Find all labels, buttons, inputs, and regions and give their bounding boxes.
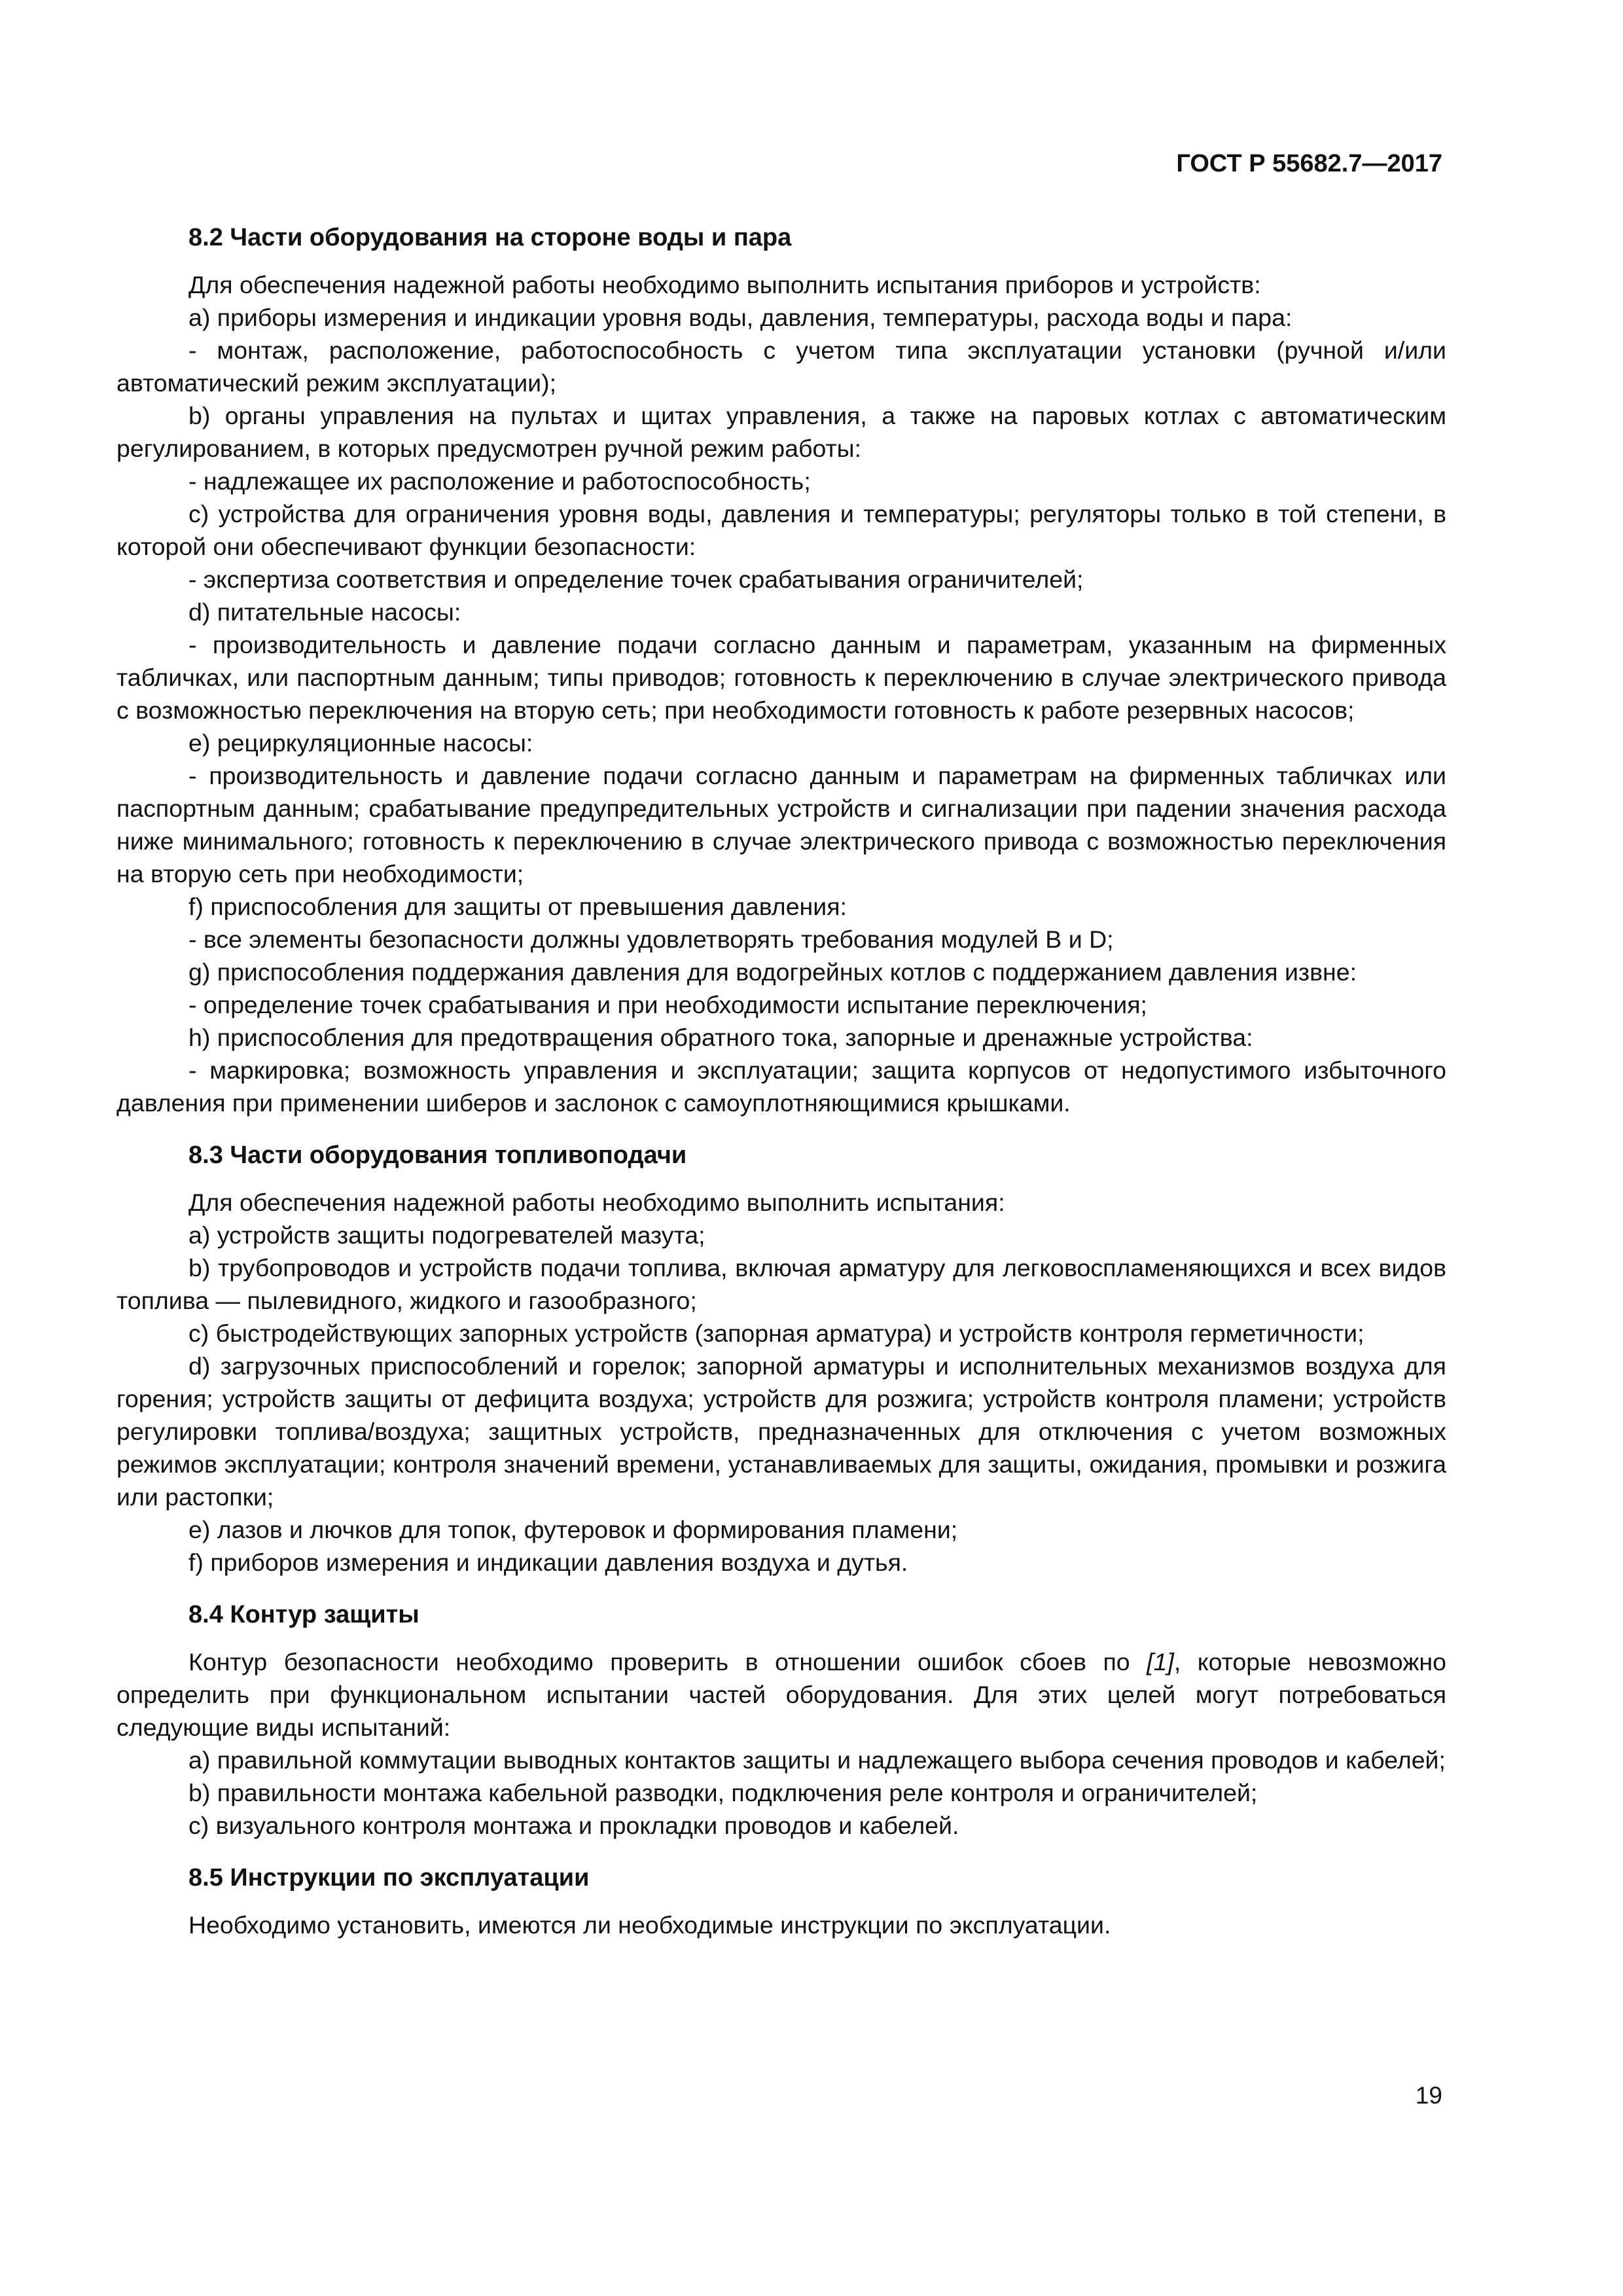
list-item: а) правильной коммутации выводных контактов защиты и надлежащего выбора сечения проводов и кабелей; xyxy=(188,1746,1446,1774)
section-8-4 xyxy=(116,1598,1446,1842)
document-body xyxy=(116,221,1446,1941)
list-item: d) питательные насосы: xyxy=(188,598,461,626)
section-title: 8.2 Части оборудования на стороне воды и пара xyxy=(188,224,792,251)
section-title: 8.3 Части оборудования топливоподачи xyxy=(188,1141,687,1169)
section-title: 8.5 Инструкции по эксплуатации xyxy=(188,1864,590,1892)
list-item: а) устройств защиты подогревателей мазута; xyxy=(188,1221,705,1249)
list-subitem: - все элементы безопасности должны удовлетворять требования модулей В и D; xyxy=(188,925,1114,953)
list-subitem: - монтаж, расположение, работоспособность с учетом типа эксплуатации установки (ручной и/или автоматический режим эксплуатации); xyxy=(116,336,1446,397)
list-item: b) трубопроводов и устройств подачи топлива, включая арматуру для легковоспламеняющихся и всех видов топлива — пылевидного, жидкого и газообразного; xyxy=(116,1254,1446,1314)
section-8-5 xyxy=(116,1861,1446,1941)
paragraph: Необходимо установить, имеются ли необходимые инструкции по эксплуатации. xyxy=(188,1911,1111,1939)
list-subitem: - определение точек срабатывания и при необходимости испытание переключения; xyxy=(188,991,1147,1018)
list-item: b) органы управления на пультах и щитах управления, а также на паровых котлах с автоматическим регулированием, в которых предусмотрен ручной режим работы: xyxy=(116,402,1446,462)
paragraph-text: , которые невозможно определить при функциональном испытании частей оборудования. Для этих целей могут потребоваться следующие виды испытаний: xyxy=(116,1648,1446,1741)
list-item: е) рециркуляционные насосы: xyxy=(188,729,533,757)
list-item: f) приборов измерения и индикации давления воздуха и дутья. xyxy=(188,1549,908,1576)
list-subitem: - производительность и давление подачи согласно данным и параметрам, указанным на фирменных табличках, или паспортным данным; типы приводов; готовность к переключению в случае электрического привода с возможностью переключения на вторую сеть; при необходимости готовность к работе резервных насосов; xyxy=(116,631,1446,724)
list-item: g) приспособления поддержания давления для водогрейных котлов с поддержанием давления извне: xyxy=(188,958,1357,986)
list-subitem: - маркировка; возможность управления и эксплуатации; защита корпусов от недопустимого избыточного давления при применении шиберов и заслонок с самоуплотняющимися крышками. xyxy=(116,1056,1446,1117)
list-item: d) загрузочных приспособлений и горелок; запорной арматуры и исполнительных механизмов воздуха для горения; устройств защиты от дефицита воздуха; устройств для розжига; устройств контроля пламени; устройств регулировки топлива/воздуха; защитных устройств, предназначенных для отключения с учетом возможных режимов эксплуатации; контроля значений времени, устанавливаемых для защиты, ожидания, промывки и розжига или растопки; xyxy=(116,1352,1446,1511)
section-8-2 xyxy=(116,221,1446,1119)
paragraph: Для обеспечения надежной работы необходимо выполнить испытания приборов и устройств: xyxy=(188,271,1261,298)
list-subitem: - производительность и давление подачи согласно данным и параметрам на фирменных табличках или паспортным данным; срабатывание предупредительных устройств и сигнализации при падении значения расхода ниже минимального; готовность к переключению в случае электрического привода с возможностью переключения на вторую сеть при необходимости; xyxy=(116,762,1446,888)
document-code: ГОСТ Р 55682.7—2017 xyxy=(1176,150,1442,177)
list-item: с) устройства для ограничения уровня воды, давления и температуры; регуляторы только в той степени, в которой они обеспечивают функции безопасности: xyxy=(116,500,1446,560)
paragraph xyxy=(116,1645,1446,1744)
paragraph: Для обеспечения надежной работы необходимо выполнить испытания: xyxy=(188,1189,1005,1216)
paragraph-text: Контур безопасности необходимо проверить в отношении ошибок сбоев по xyxy=(188,1648,1147,1676)
list-item: е) лазов и лючков для топок, футеровок и формирования пламени; xyxy=(188,1516,958,1543)
section-title: 8.4 Контур защиты xyxy=(188,1601,419,1628)
list-item: а) приборы измерения и индикации уровня воды, давления, температуры, расхода воды и пара: xyxy=(188,304,1293,331)
list-item: с) визуального контроля монтажа и прокладки проводов и кабелей. xyxy=(188,1812,959,1839)
list-subitem: - надлежащее их расположение и работоспособность; xyxy=(188,467,811,495)
list-subitem: - экспертиза соответствия и определение точек срабатывания ограничителей; xyxy=(188,565,1084,593)
reference-link: [1] xyxy=(1147,1648,1174,1676)
list-item: b) правильности монтажа кабельной разводки, подключения реле контроля и ограничителей; xyxy=(188,1779,1258,1806)
page-number: 19 xyxy=(1415,2082,1442,2109)
section-8-3 xyxy=(116,1139,1446,1579)
list-item: f) приспособления для защиты от превышения давления: xyxy=(188,893,847,920)
list-item: с) быстродействующих запорных устройств (запорная арматура) и устройств контроля герметичности; xyxy=(188,1319,1364,1347)
list-item: h) приспособления для предотвращения обратного тока, запорные и дренажные устройства: xyxy=(188,1024,1253,1051)
